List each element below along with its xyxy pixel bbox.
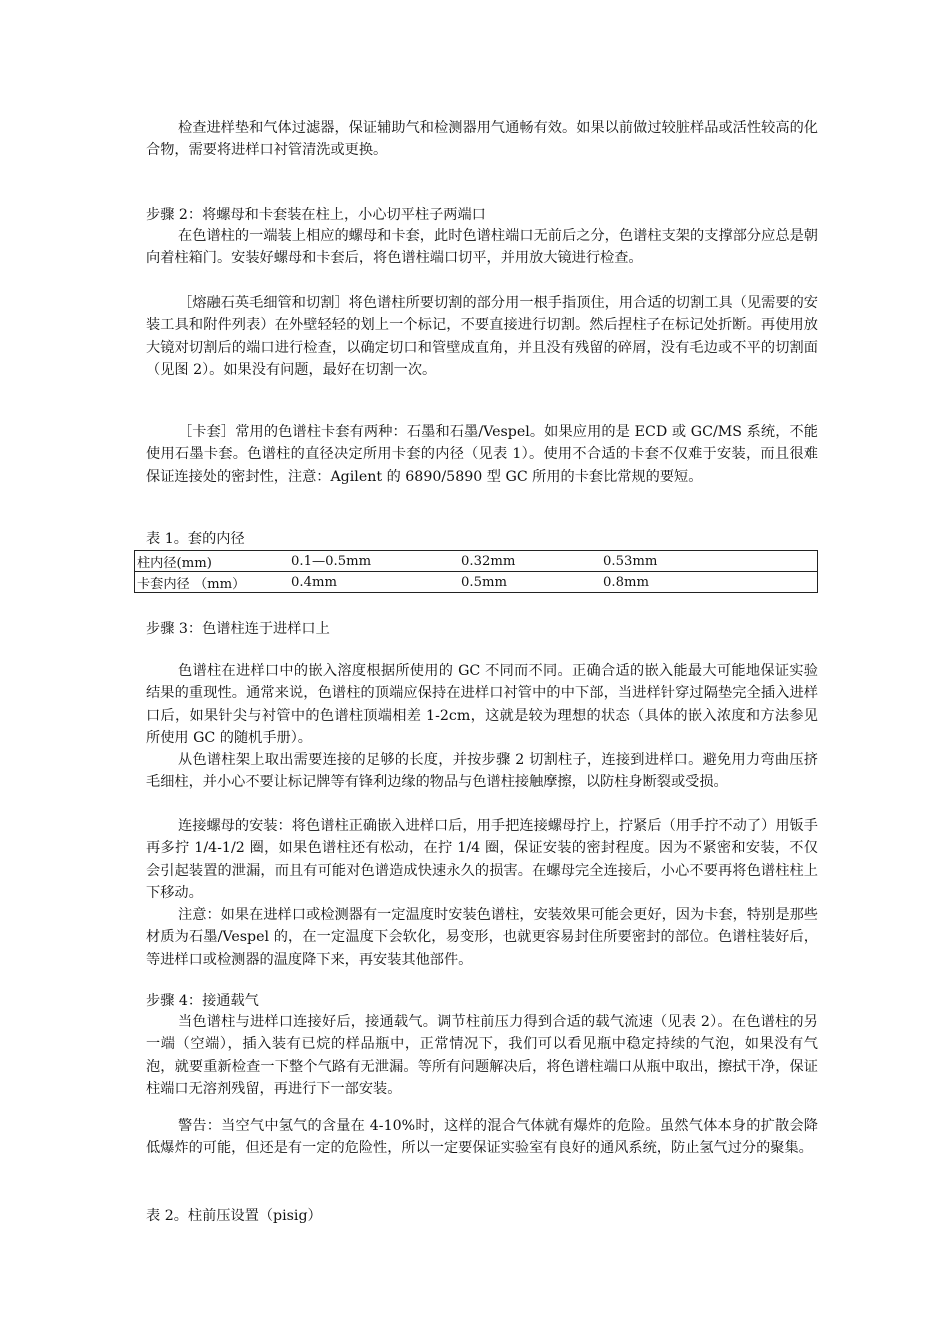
step2-paragraph-3: ［卡套］常用的色谱柱卡套有两种：石墨和石墨/Vespel。如果应用的是 ECD 或 GC/MS 系统，不能使用石墨卡套。色谱柱的直径决定所用卡套的内径（见表 1）。使用不合适的卡套不仅难于安装，而且很难保证连接处的密封性，注意：Agilent 的 6890/5890 型 GC 所用的卡套比常规的要短。 [146, 424, 818, 485]
table-cell: 卡套内径 （mm） [135, 572, 278, 593]
step3-paragraph-1: 色谱柱在进样口中的嵌入溶度根据所使用的 GC 不同而不同。正确合适的嵌入能最大可能地保证实验结果的重现性。通常来说，色谱柱的顶端应保持在进样口衬管中的中下部，当进样针穿过隔垫完全插入进样口后，如果针尖与衬管中的色谱柱顶端相差 1-2cm，这就是较为理想的状态（具体的嵌入浓度和方法参见所使用 GC 的随机手册）。 [146, 663, 818, 747]
step3-paragraph-4: 注意：如果在进样口或检测器有一定温度时安装色谱柱，安装效果可能会更好，因为卡套，特别是那些材质为石墨/Vespel 的，在一定温度下会软化，易变形，也就更容易封住所要密封的部位。色谱柱装好后，等进样口或检测器的温度降下来，再安装其他部件。 [146, 907, 818, 968]
table-cell: 0.8mm [601, 572, 818, 593]
step2-paragraph-2: ［熔融石英毛细管和切割］将色谱柱所要切割的部分用一根手指顶住，用合适的切割工具（见需要的安装工具和附件列表）在外壁轻轻的划上一个标记，不要直接进行切割。然后捏柱子在标记处折断。再使用放大镜对切割后的端口进行检查，以确定切口和管壁成直角，并且没有残留的碎屑，没有毛边或不平的切割面（见图 2）。如果没有问题，最好在切割一次。 [146, 295, 818, 379]
table-cell: 0.32mm [459, 551, 601, 572]
table-cell: 0.5mm [459, 572, 601, 593]
table-row [135, 572, 818, 593]
step3-paragraph-3: 连接螺母的安装：将色谱柱正确嵌入进样口后，用手把连接螺母拧上，拧紧后（用手拧不动了）用钣手再多拧 1/4-1/2 圈，如果色谱柱还有松动，在拧 1/4 圈，保证安装的密封程度。因为不紧密和安装，不仅会引起装置的泄漏，而且有可能对色谱造成快速永久的损害。在螺母完全连接后，小心不要再将色谱柱柱上下移动。 [146, 818, 818, 902]
step3-paragraph-2: 从色谱柱架上取出需要连接的足够的长度，并按步骤 2 切割柱子，连接到进样口。避免用力弯曲压挤毛细柱，并小心不要让标记牌等有锋利边缘的物品与色谱柱接触摩擦，以防柱身断裂或受损。 [146, 752, 818, 791]
table-1 [134, 550, 818, 593]
step2-paragraph-1: 在色谱柱的一端装上相应的螺母和卡套，此时色谱柱端口无前后之分，色谱柱支架的支撑部分应总是朝向着柱箱门。安装好螺母和卡套后，将色谱柱端口切平，并用放大镜进行检查。 [146, 228, 818, 267]
step4-heading: 步骤 4：接通载气 [146, 993, 259, 1009]
step4-paragraph-1: 当色谱柱与进样口连接好后，接通载气。调节柱前压力得到合适的载气流速（见表 2）。在色谱柱的另一端（空端），插入装有已烷的样品瓶中，正常情况下，我们可以看见瓶中稳定持续的气泡，如果没有气泡，就要重新检查一下整个气路有无泄漏。等所有问题解决后，将色谱柱端口从瓶中取出，擦拭干净，保证柱端口无溶剂残留，再进行下一部安装。 [146, 1014, 818, 1098]
table-cell: 0.1—0.5mm [277, 551, 459, 572]
table-cell: 柱内径(mm) [135, 551, 278, 572]
table-cell: 0.53mm [601, 551, 818, 572]
table2-caption: 表 2。柱前压设置（pisig） [146, 1208, 322, 1224]
step3-heading: 步骤 3：色谱柱连于进样口上 [146, 621, 330, 637]
step2-heading: 步骤 2：将螺母和卡套装在柱上，小心切平柱子两端口 [146, 207, 486, 223]
table-cell: 0.4mm [277, 572, 459, 593]
intro-paragraph: 检查进样垫和气体过滤器，保证辅助气和检测器用气通畅有效。如果以前做过较脏样品或活性较高的化合物，需要将进样口衬管清洗或更换。 [146, 120, 818, 159]
warning-paragraph: 警告：当空气中氢气的含量在 4-10%时，这样的混合气体就有爆炸的危险。虽然气体本身的扩散会降低爆炸的可能，但还是有一定的危险性，所以一定要保证实验室有良好的通风系统，防止氢气过分的聚集。 [146, 1118, 818, 1157]
table-row [135, 551, 818, 572]
table1-caption: 表 1。套的内径 [146, 531, 245, 547]
